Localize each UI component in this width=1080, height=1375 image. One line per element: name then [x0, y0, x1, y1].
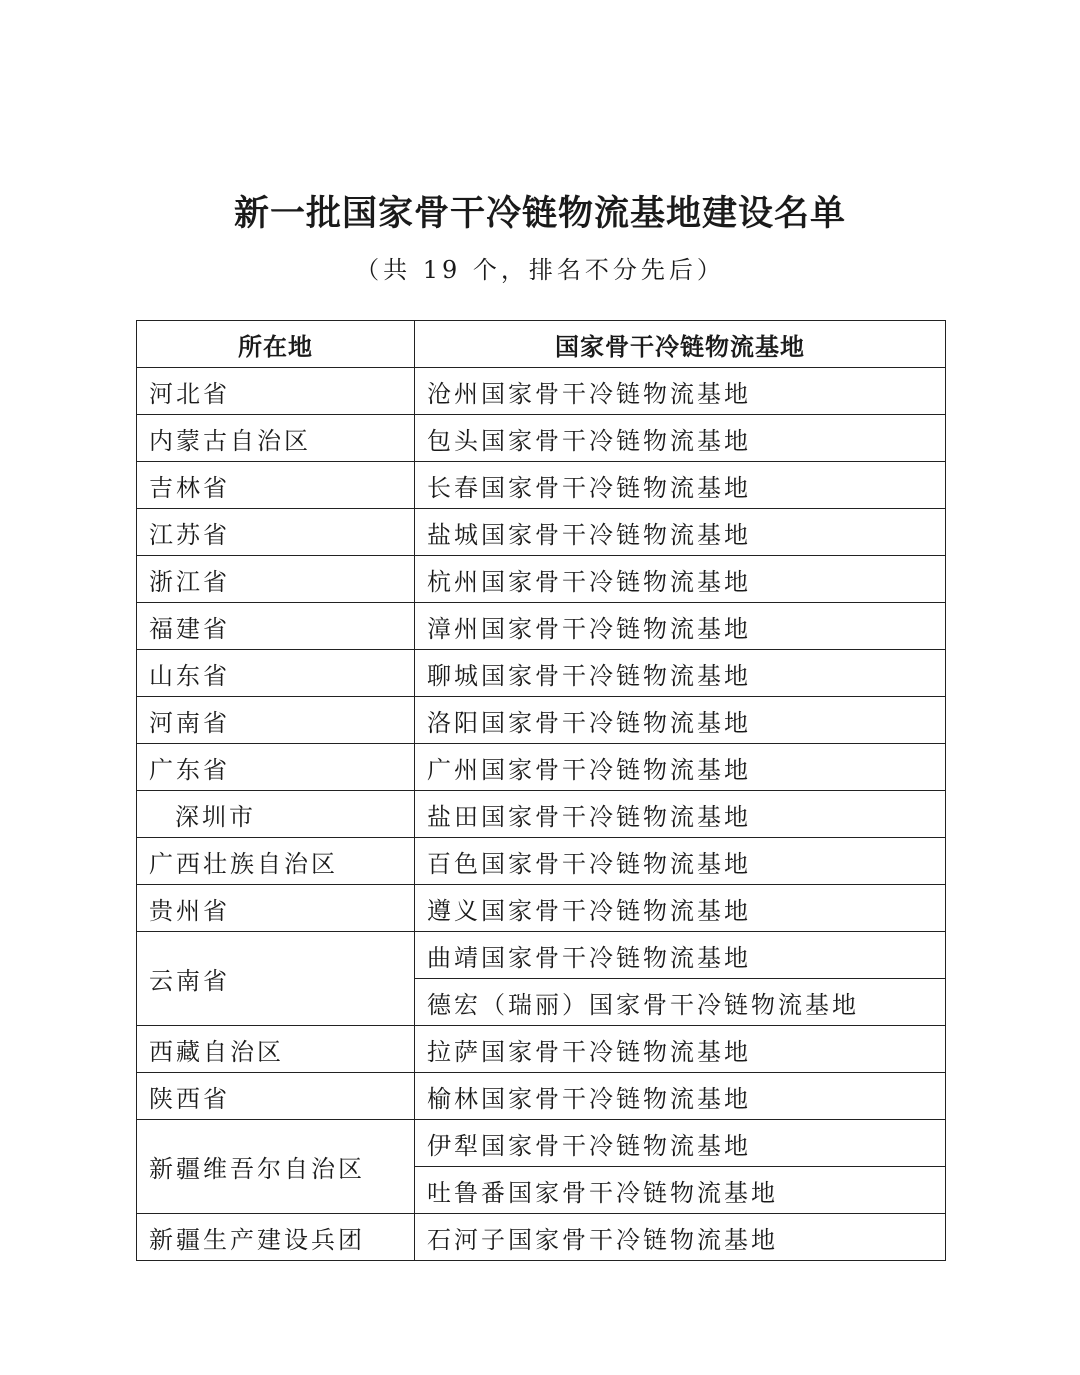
region-cell: 广东省: [137, 744, 415, 791]
table-row: [137, 744, 946, 791]
region-cell: 贵州省: [137, 885, 415, 932]
document-subtitle: （共 19 个，排名不分先后）: [355, 256, 725, 284]
base-cell: 洛阳国家骨干冷链物流基地: [415, 697, 946, 744]
base-cell: 漳州国家骨干冷链物流基地: [415, 603, 946, 650]
base-cell: 石河子国家骨干冷链物流基地: [415, 1214, 946, 1261]
cold-chain-base-table: [136, 320, 946, 1261]
region-cell: 云南省: [137, 932, 415, 1026]
region-cell: 陕西省: [137, 1073, 415, 1120]
region-cell: 吉林省: [137, 462, 415, 509]
table-row: [137, 603, 946, 650]
base-cell: 吐鲁番国家骨干冷链物流基地: [415, 1167, 946, 1214]
table-row: [137, 415, 946, 462]
base-cell: 伊犁国家骨干冷链物流基地: [415, 1120, 946, 1167]
table-row: [137, 462, 946, 509]
base-cell: 聊城国家骨干冷链物流基地: [415, 650, 946, 697]
table-row: [137, 368, 946, 415]
table-row: [137, 885, 946, 932]
region-cell: 内蒙古自治区: [137, 415, 415, 462]
header-location: 所在地: [137, 321, 415, 368]
region-cell: 江苏省: [137, 509, 415, 556]
base-cell: 沧州国家骨干冷链物流基地: [415, 368, 946, 415]
base-cell: 广州国家骨干冷链物流基地: [415, 744, 946, 791]
base-cell: 遵义国家骨干冷链物流基地: [415, 885, 946, 932]
table-row: [137, 838, 946, 885]
base-cell: 盐城国家骨干冷链物流基地: [415, 509, 946, 556]
region-cell: 河北省: [137, 368, 415, 415]
header-base: 国家骨干冷链物流基地: [415, 321, 946, 368]
region-cell: 广西壮族自治区: [137, 838, 415, 885]
table-row: [137, 1026, 946, 1073]
region-cell: 浙江省: [137, 556, 415, 603]
table-row: [137, 509, 946, 556]
document-title: 新一批国家骨干冷链物流基地建设名单: [233, 194, 846, 234]
base-cell: 德宏（瑞丽）国家骨干冷链物流基地: [415, 979, 946, 1026]
table-row: [137, 1214, 946, 1261]
base-cell: 盐田国家骨干冷链物流基地: [415, 791, 946, 838]
region-cell: 河南省: [137, 697, 415, 744]
table-row: [137, 556, 946, 603]
base-cell: 长春国家骨干冷链物流基地: [415, 462, 946, 509]
region-cell: 新疆生产建设兵团: [137, 1214, 415, 1261]
region-cell: 西藏自治区: [137, 1026, 415, 1073]
table-header-row: [137, 321, 946, 368]
base-cell: 杭州国家骨干冷链物流基地: [415, 556, 946, 603]
table-row: [137, 1120, 946, 1167]
region-cell: 新疆维吾尔自治区: [137, 1120, 415, 1214]
base-cell: 包头国家骨干冷链物流基地: [415, 415, 946, 462]
base-cell: 榆林国家骨干冷链物流基地: [415, 1073, 946, 1120]
base-cell: 曲靖国家骨干冷链物流基地: [415, 932, 946, 979]
table-row: [137, 932, 946, 979]
base-cell: 百色国家骨干冷链物流基地: [415, 838, 946, 885]
base-cell: 拉萨国家骨干冷链物流基地: [415, 1026, 946, 1073]
table-row: [137, 650, 946, 697]
table-row: [137, 697, 946, 744]
region-cell: 福建省: [137, 603, 415, 650]
region-cell: 深圳市: [137, 791, 415, 838]
table-row: [137, 1073, 946, 1120]
region-cell: 山东省: [137, 650, 415, 697]
table-row: [137, 791, 946, 838]
